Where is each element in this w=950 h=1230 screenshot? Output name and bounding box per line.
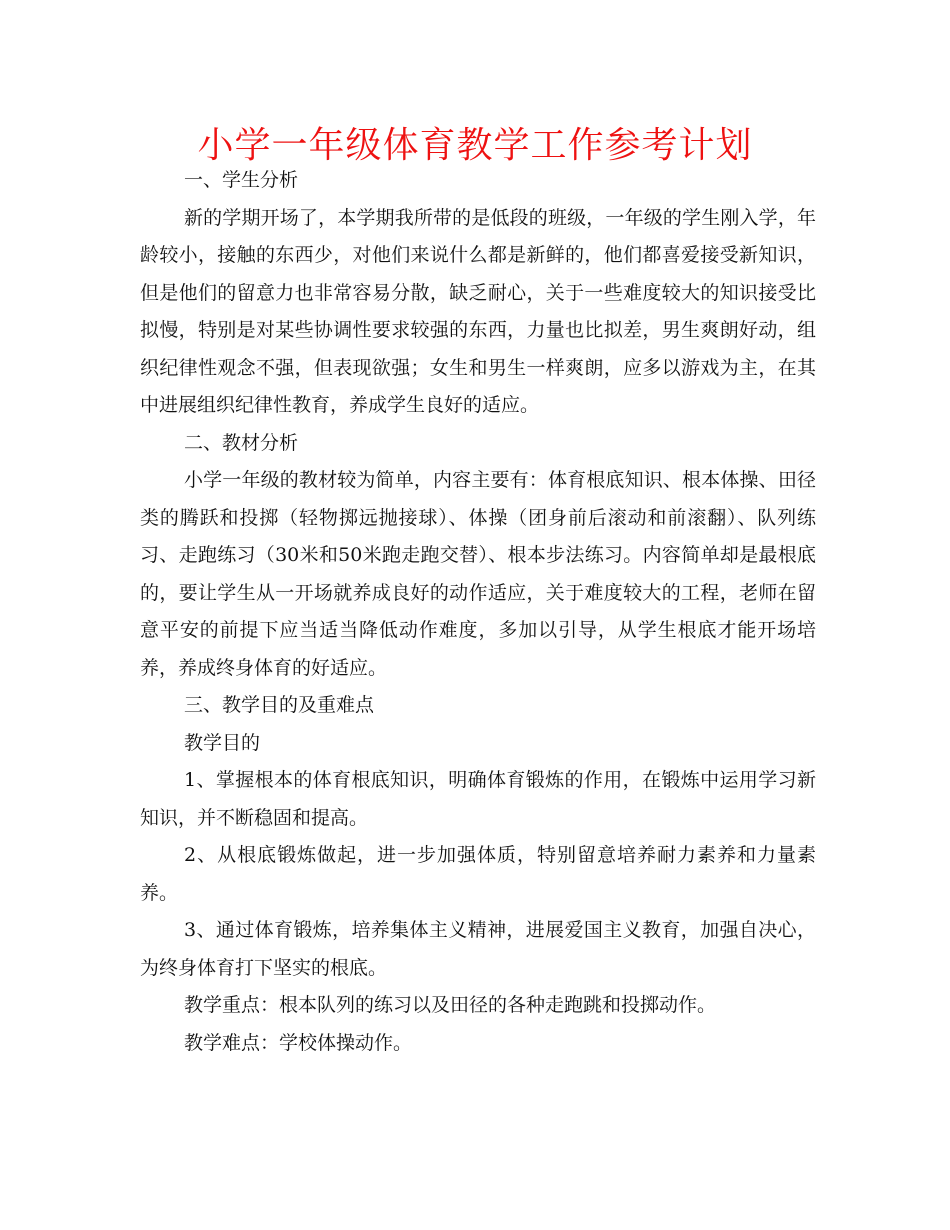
- paragraph-student-analysis: 新的学期开场了，本学期我所带的是低段的班级，一年级的学生刚入学，年龄较小，接触的东西少，对他们来说什么都是新鲜的，他们都喜爱接受新知识，但是他们的留意力也非常容易分散，缺乏耐心，关于一些难度较大的知识接受比拟慢，特别是对某些协调性要求较强的东西，力量也比拟差，男生爽朗好动，组织纪律性观念不强，但表现欲强；女生和男生一样爽朗，应多以游戏为主，在其中进展组织纪律性教育，养成学生良好的适应。: [140, 206, 816, 416]
- document-title: 小学一年级体育教学工作参考计划: [197, 125, 753, 166]
- paragraph-material-analysis: 小学一年级的教材较为简单，内容主要有：体育根底知识、根本体操、田径类的腾跃和投掷（轻物掷远抛接球）、体操（团身前后滚动和前滚翻）、队列练习、走跑练习（30米和50米跑走跑交替）、根本步法练习。内容简单却是最根底的，要让学生从一开场就养成良好的动作适应，关于难度较大的工程，老师在留意平安的前提下应当适当降低动作难度，多加以引导，从学生根底才能开场培养，养成终身体育的好适应。: [140, 469, 816, 679]
- section-heading-student-analysis: 一、学生分析: [184, 169, 299, 191]
- section-heading-material-analysis: 二、教材分析: [184, 431, 299, 454]
- section-heading-goals: 三、教学目的及重难点: [184, 694, 375, 716]
- goal-item-1: 1、掌握根本的体育根底知识，明确体育锻炼的作用，在锻炼中运用学习新知识，并不断稳固和提高。: [140, 769, 816, 829]
- document-body: [140, 162, 816, 1062]
- teaching-key-points: 教学重点：根本队列的练习以及田径的各种走跑跳和投掷动作。: [184, 994, 717, 1016]
- goal-item-3: 3、通过体育锻炼，培养集体主义精神，进展爱国主义教育，加强自决心，为终身体育打下坚实的根底。: [140, 919, 816, 979]
- subheading-teaching-goals: 教学目的: [184, 731, 261, 754]
- teaching-difficulties: 教学难点：学校体操动作。: [184, 1031, 413, 1054]
- goal-item-2: 2、从根底锻炼做起，进一步加强体质，特别留意培养耐力素养和力量素养。: [140, 844, 816, 904]
